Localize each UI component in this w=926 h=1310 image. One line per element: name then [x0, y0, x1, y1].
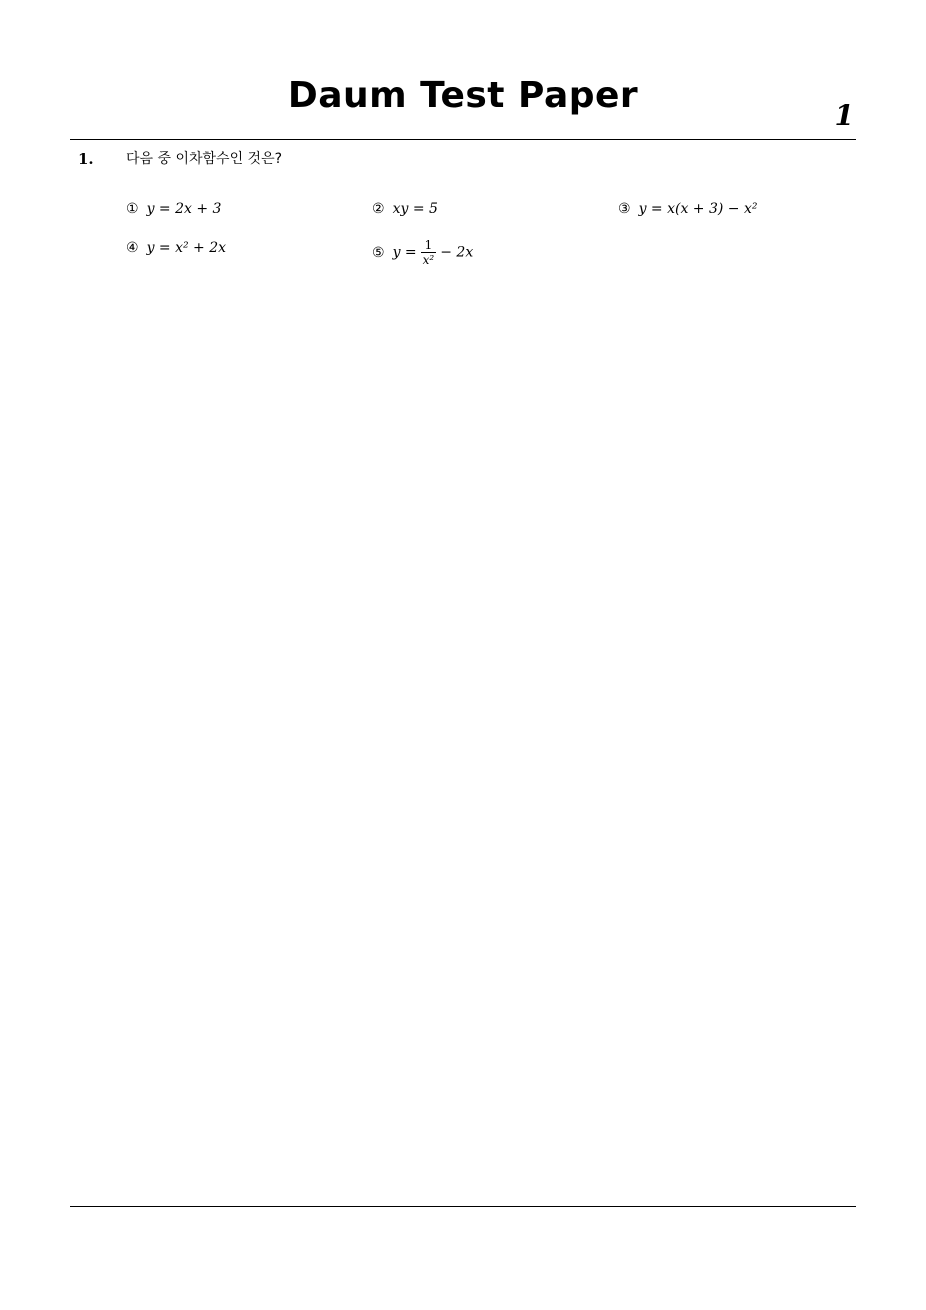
choice-5-marker: ⑤	[372, 244, 385, 261]
choice-5-expression-lhs: y =	[392, 244, 417, 261]
page-number: 1	[834, 99, 854, 132]
choice-1-marker: ①	[126, 201, 139, 217]
fraction-numerator: 1	[421, 238, 437, 253]
footer-divider	[70, 1206, 856, 1207]
header-divider	[70, 139, 856, 140]
choice-4-marker: ④	[126, 240, 139, 256]
choice-2-expression: xy = 5	[392, 201, 438, 217]
choice-5-expression-rhs: − 2x	[440, 244, 474, 261]
fraction-denominator: x²	[422, 253, 435, 267]
choice-4	[126, 238, 226, 258]
choice-2	[372, 199, 438, 219]
choice-5	[372, 238, 473, 267]
choice-1-expression: y = 2x + 3	[146, 201, 222, 217]
choice-3-expression: y = x(x + 3) − x²	[638, 201, 758, 217]
question-number: 1.	[78, 150, 94, 168]
choice-4-expression: y = x² + 2x	[146, 240, 227, 256]
paper-title: Daum Test Paper	[287, 75, 639, 116]
question-text: 다음 중 이차함수인 것은?	[126, 151, 283, 167]
choice-3-marker: ③	[618, 201, 631, 217]
choice-1	[126, 199, 221, 219]
choice-5-fraction	[421, 238, 437, 267]
choice-3	[618, 199, 758, 219]
choice-2-marker: ②	[372, 201, 385, 217]
